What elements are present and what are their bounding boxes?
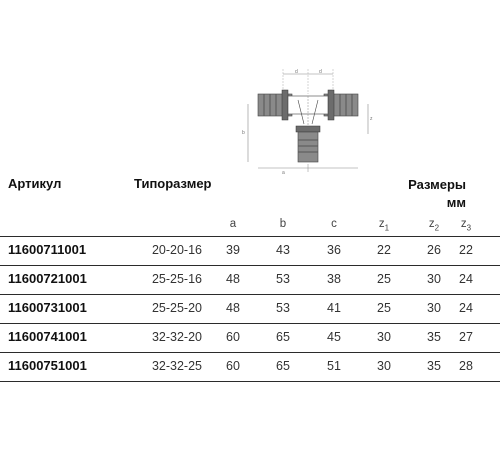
row-size: 20-20-16	[151, 243, 202, 257]
table-row	[0, 236, 500, 265]
dimensions-table	[0, 236, 500, 382]
cell-a: 48	[226, 272, 240, 286]
cell-a: 60	[226, 359, 240, 373]
dim-label-z3	[451, 218, 481, 232]
row-article: 11600751001	[8, 358, 87, 373]
cell-z1: 30	[377, 359, 391, 373]
cell-b: 43	[276, 243, 290, 257]
cell-z3: 22	[459, 243, 473, 257]
tee-fitting-drawing	[238, 64, 378, 176]
header-units: мм	[446, 195, 466, 210]
dim-label-z2	[419, 218, 449, 232]
row-size: 25-25-16	[151, 272, 202, 286]
cell-c: 45	[327, 330, 341, 344]
cell-c: 41	[327, 301, 341, 315]
header-dimensions-label: Размеры	[408, 177, 466, 192]
dim-label-z3-sub: 3	[466, 223, 472, 233]
cell-a: 39	[226, 243, 240, 257]
cell-a: 60	[226, 330, 240, 344]
cell-z2: 30	[427, 272, 441, 286]
row-size: 32-32-25	[151, 359, 202, 373]
row-article: 11600741001	[8, 329, 87, 344]
row-article: 11600711001	[8, 242, 87, 257]
table-row	[0, 323, 500, 352]
cell-c: 51	[327, 359, 341, 373]
dim-label-z2-base: z	[428, 218, 435, 230]
dim-label-a: a	[229, 218, 237, 230]
row-size: 32-32-20	[151, 330, 202, 344]
table-row	[0, 294, 500, 323]
dim-label-z3-base: z	[460, 218, 467, 230]
table-row	[0, 265, 500, 294]
dimension-labels-row	[0, 218, 500, 234]
dim-label-z1	[369, 218, 399, 232]
dim-label-c: c	[331, 218, 337, 230]
table-row	[0, 352, 500, 382]
cell-c: 36	[327, 243, 341, 257]
cell-b: 65	[276, 330, 290, 344]
diagram-label-d1: d	[295, 69, 298, 75]
dim-label-b: b	[279, 218, 287, 230]
cell-z3: 28	[459, 359, 473, 373]
diagram-label-a: a	[282, 170, 285, 176]
cell-z1: 25	[377, 301, 391, 315]
diagram-label-d2: d	[319, 69, 322, 75]
row-article: 11600721001	[8, 271, 87, 286]
cell-z1: 30	[377, 330, 391, 344]
diagram-label-z: z	[370, 116, 373, 122]
cell-z3: 24	[459, 301, 473, 315]
cell-a: 48	[226, 301, 240, 315]
header-article: Артикул	[8, 176, 62, 191]
cell-b: 53	[276, 272, 290, 286]
row-article: 11600731001	[8, 300, 87, 315]
cell-z2: 35	[427, 359, 441, 373]
dim-label-z1-sub: 1	[384, 223, 390, 233]
cell-z2: 35	[427, 330, 441, 344]
cell-z1: 25	[377, 272, 391, 286]
cell-b: 53	[276, 301, 290, 315]
cell-z2: 26	[427, 243, 441, 257]
cell-z3: 24	[459, 272, 473, 286]
cell-z3: 27	[459, 330, 473, 344]
cell-z2: 30	[427, 301, 441, 315]
header-size-type: Типоразмер	[134, 176, 212, 191]
dim-label-z2-sub: 2	[434, 223, 440, 233]
dim-label-z1-base: z	[378, 218, 385, 230]
cell-z1: 22	[377, 243, 391, 257]
header-dimensions	[408, 176, 466, 212]
cell-b: 65	[276, 359, 290, 373]
row-size: 25-25-20	[151, 301, 202, 315]
cell-c: 38	[327, 272, 341, 286]
diagram-label-b: b	[242, 130, 245, 136]
